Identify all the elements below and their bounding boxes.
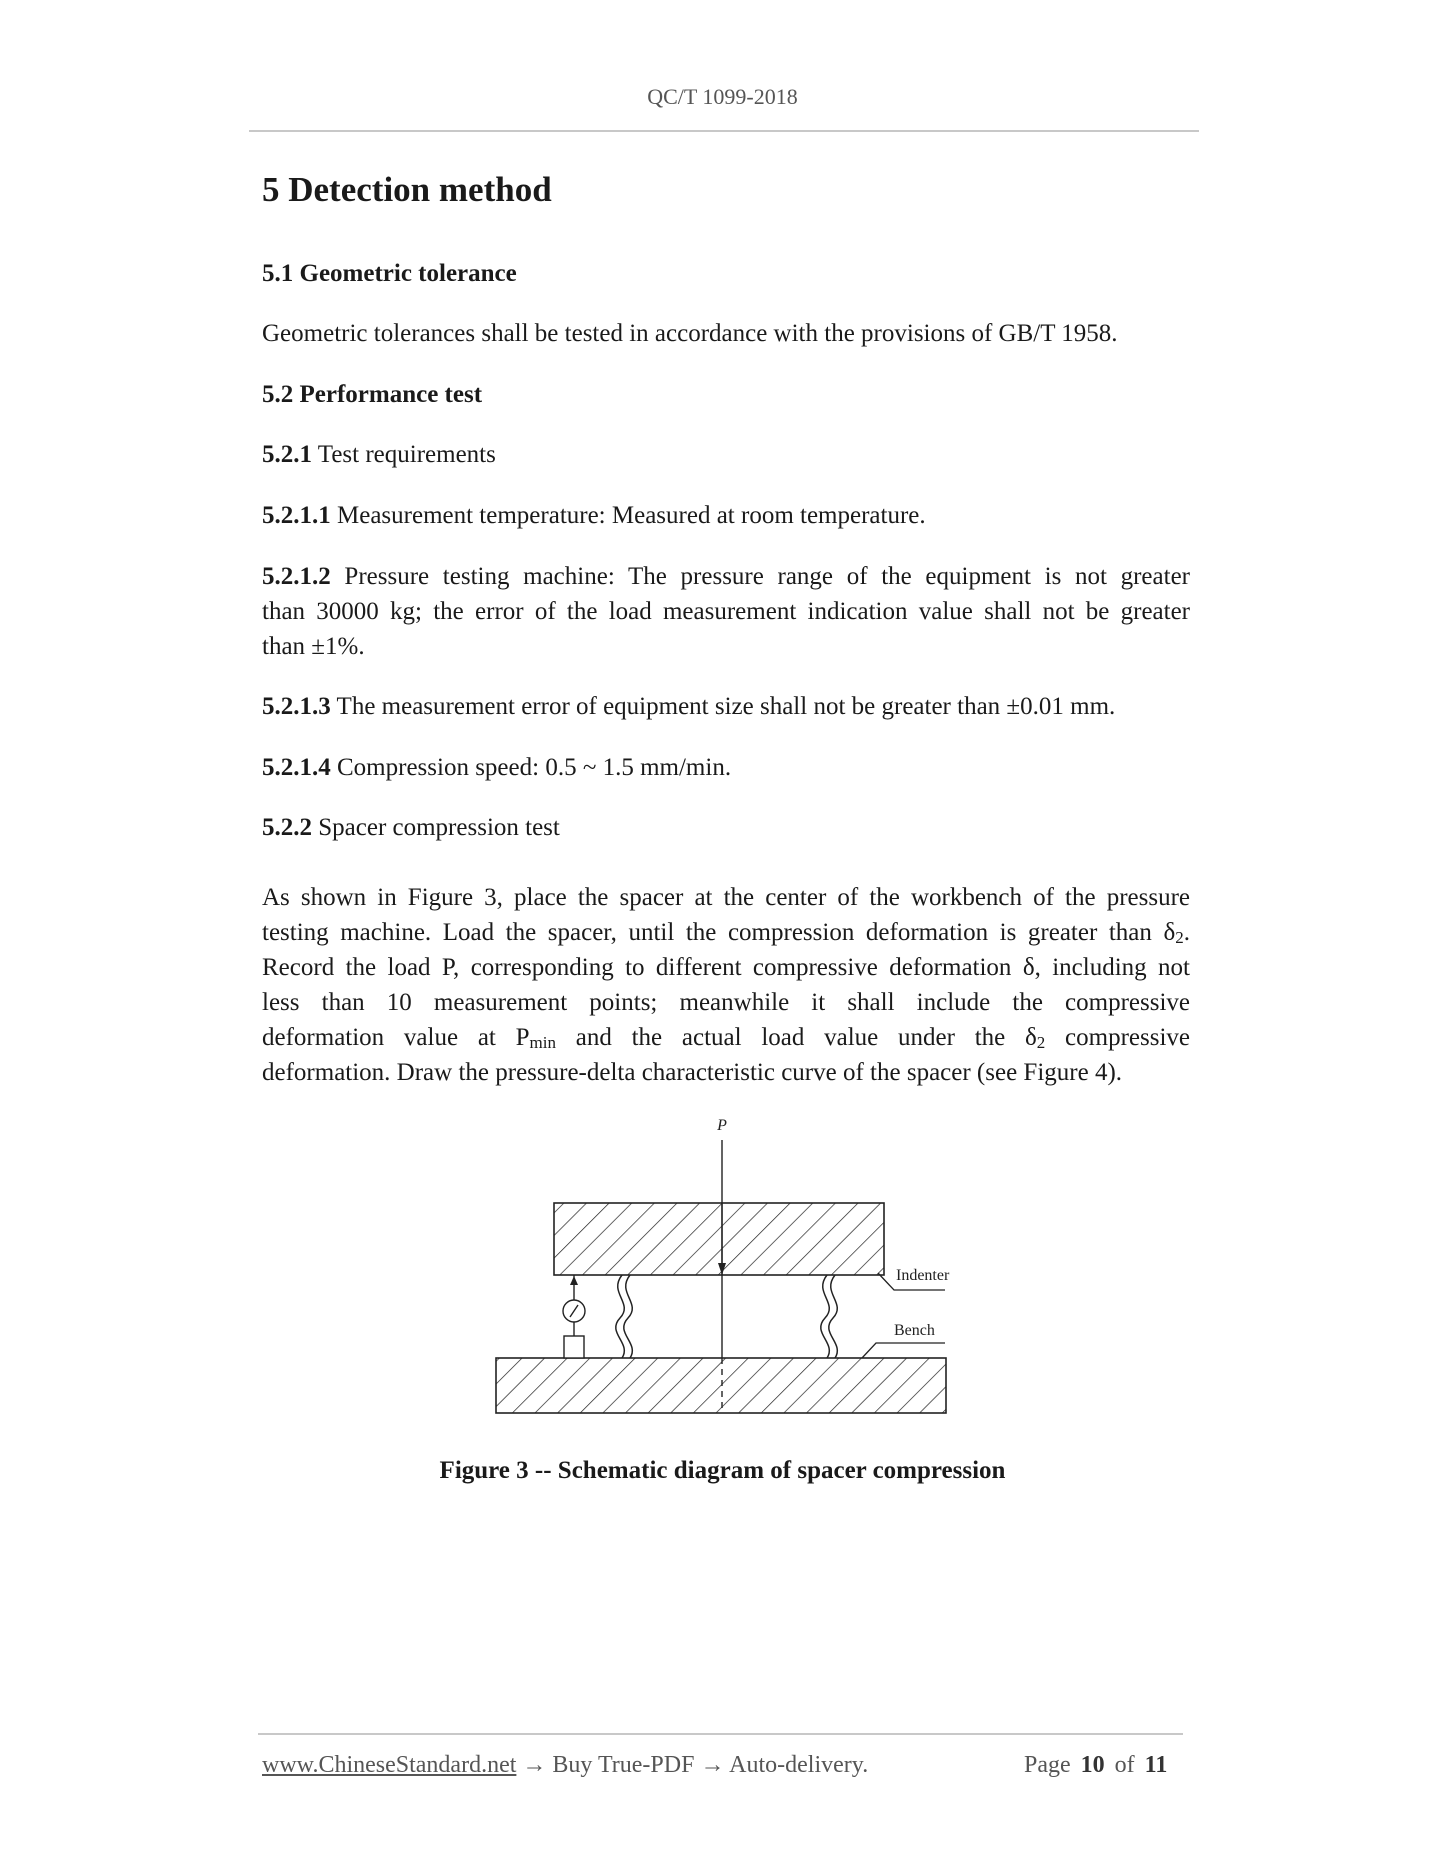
- arrow-right-icon: →: [700, 1752, 725, 1778]
- text-line: less than 10 measurement points; meanwhile it shall include the compressive: [262, 989, 1190, 1016]
- spacer-right-inner: [829, 1275, 838, 1358]
- figure-caption: Figure 3 -- Schematic diagram of spacer compression: [439, 1457, 1006, 1484]
- clause-5-2-1-2: [262, 559, 1190, 664]
- clause-number: 5.2.2: [262, 814, 312, 841]
- text-line: Record the load P, corresponding to different compressive deformation δ, including not: [262, 954, 1190, 981]
- page-word: Page: [1024, 1752, 1071, 1778]
- clause-5-2-1: [262, 437, 1190, 472]
- paragraph-5-1: Geometric tolerances shall be tested in accordance with the provisions of GB/T 1958.: [262, 320, 1118, 347]
- heading-5-1: 5.1 Geometric tolerance: [262, 260, 517, 287]
- clause-5-2-1-3: [262, 689, 1190, 724]
- text-line: than ±1%.: [262, 633, 365, 660]
- text-line: deformation. Draw the pressure-delta characteristic curve of the spacer (see Figure 4).: [262, 1059, 1123, 1086]
- clause-5-2-2: [262, 810, 1190, 845]
- arrow-right-icon: →: [522, 1752, 547, 1778]
- subscript: min: [529, 1033, 556, 1052]
- clause-text: Test requirements: [312, 441, 496, 468]
- clause-5-2-1-1: [262, 498, 1190, 533]
- buy-pdf-text: Buy True-PDF: [552, 1752, 695, 1778]
- text-span: .: [1183, 919, 1190, 946]
- subscript: 2: [1036, 1033, 1046, 1052]
- text-line: [262, 1020, 1190, 1055]
- subscript: 2: [1175, 928, 1184, 947]
- clause-number: 5.2.1.4: [262, 754, 331, 781]
- clause-number: 5.2.1.1: [262, 502, 331, 529]
- document-code-header: QC/T 1099-2018: [647, 84, 798, 109]
- bench-block: [496, 1358, 946, 1413]
- text-span: compressive: [1045, 1024, 1190, 1051]
- heading-5-2: 5.2 Performance test: [262, 381, 483, 408]
- bench-label: Bench: [894, 1322, 935, 1339]
- clause-number: 5.2.1: [262, 441, 312, 468]
- bench-leader: [862, 1343, 945, 1358]
- website-link[interactable]: www.ChineseStandard.net: [262, 1752, 517, 1778]
- clause-text: The measurement error of equipment size shall not be greater than ±0.01 mm.: [330, 693, 1116, 720]
- indenter-label: Indenter: [896, 1267, 950, 1284]
- test-procedure-paragraph: [262, 880, 1190, 1090]
- text-line: As shown in Figure 3, place the spacer at the center of the workbench of the pressure: [262, 884, 1190, 911]
- clause-text: Measurement temperature: Measured at room temperature.: [330, 502, 926, 529]
- load-label: P: [717, 1118, 727, 1134]
- text-line: [262, 915, 1190, 950]
- text-span: deformation value at P: [262, 1024, 530, 1051]
- clause-text: Pressure testing machine: The pressure range of the equipment is not greater: [330, 563, 1190, 590]
- page-indicator: [1024, 1752, 1167, 1779]
- page-total: 11: [1144, 1752, 1168, 1778]
- delivery-text: Auto-delivery.: [729, 1752, 869, 1778]
- spacer-left-inner: [624, 1275, 633, 1358]
- clause-number: 5.2.1.3: [262, 693, 331, 720]
- clause-5-2-1-4: [262, 750, 1190, 785]
- clause-number: 5.2.1.2: [262, 563, 331, 590]
- clause-text: Compression speed: 0.5 ~ 1.5 mm/min.: [330, 754, 732, 781]
- spacer-compression-diagram: [490, 1118, 960, 1418]
- page-number: 10: [1080, 1752, 1105, 1778]
- section-title: 5 Detection method: [262, 170, 552, 209]
- text-span: and the actual load value under the δ: [555, 1024, 1037, 1051]
- spacer-right-outer: [821, 1275, 830, 1358]
- text-line: [262, 559, 1190, 594]
- footer-divider: [258, 1733, 1183, 1735]
- of-word: of: [1114, 1752, 1135, 1778]
- footer-promo: [262, 1752, 868, 1779]
- text-line: than 30000 kg; the error of the load measurement indication value shall not be greater: [262, 598, 1190, 625]
- header-divider: [249, 130, 1199, 132]
- spacer-left-outer: [616, 1275, 625, 1358]
- text-span: testing machine. Load the spacer, until the compression deformation is greater than δ: [262, 919, 1176, 946]
- clause-text: Spacer compression test: [312, 814, 560, 841]
